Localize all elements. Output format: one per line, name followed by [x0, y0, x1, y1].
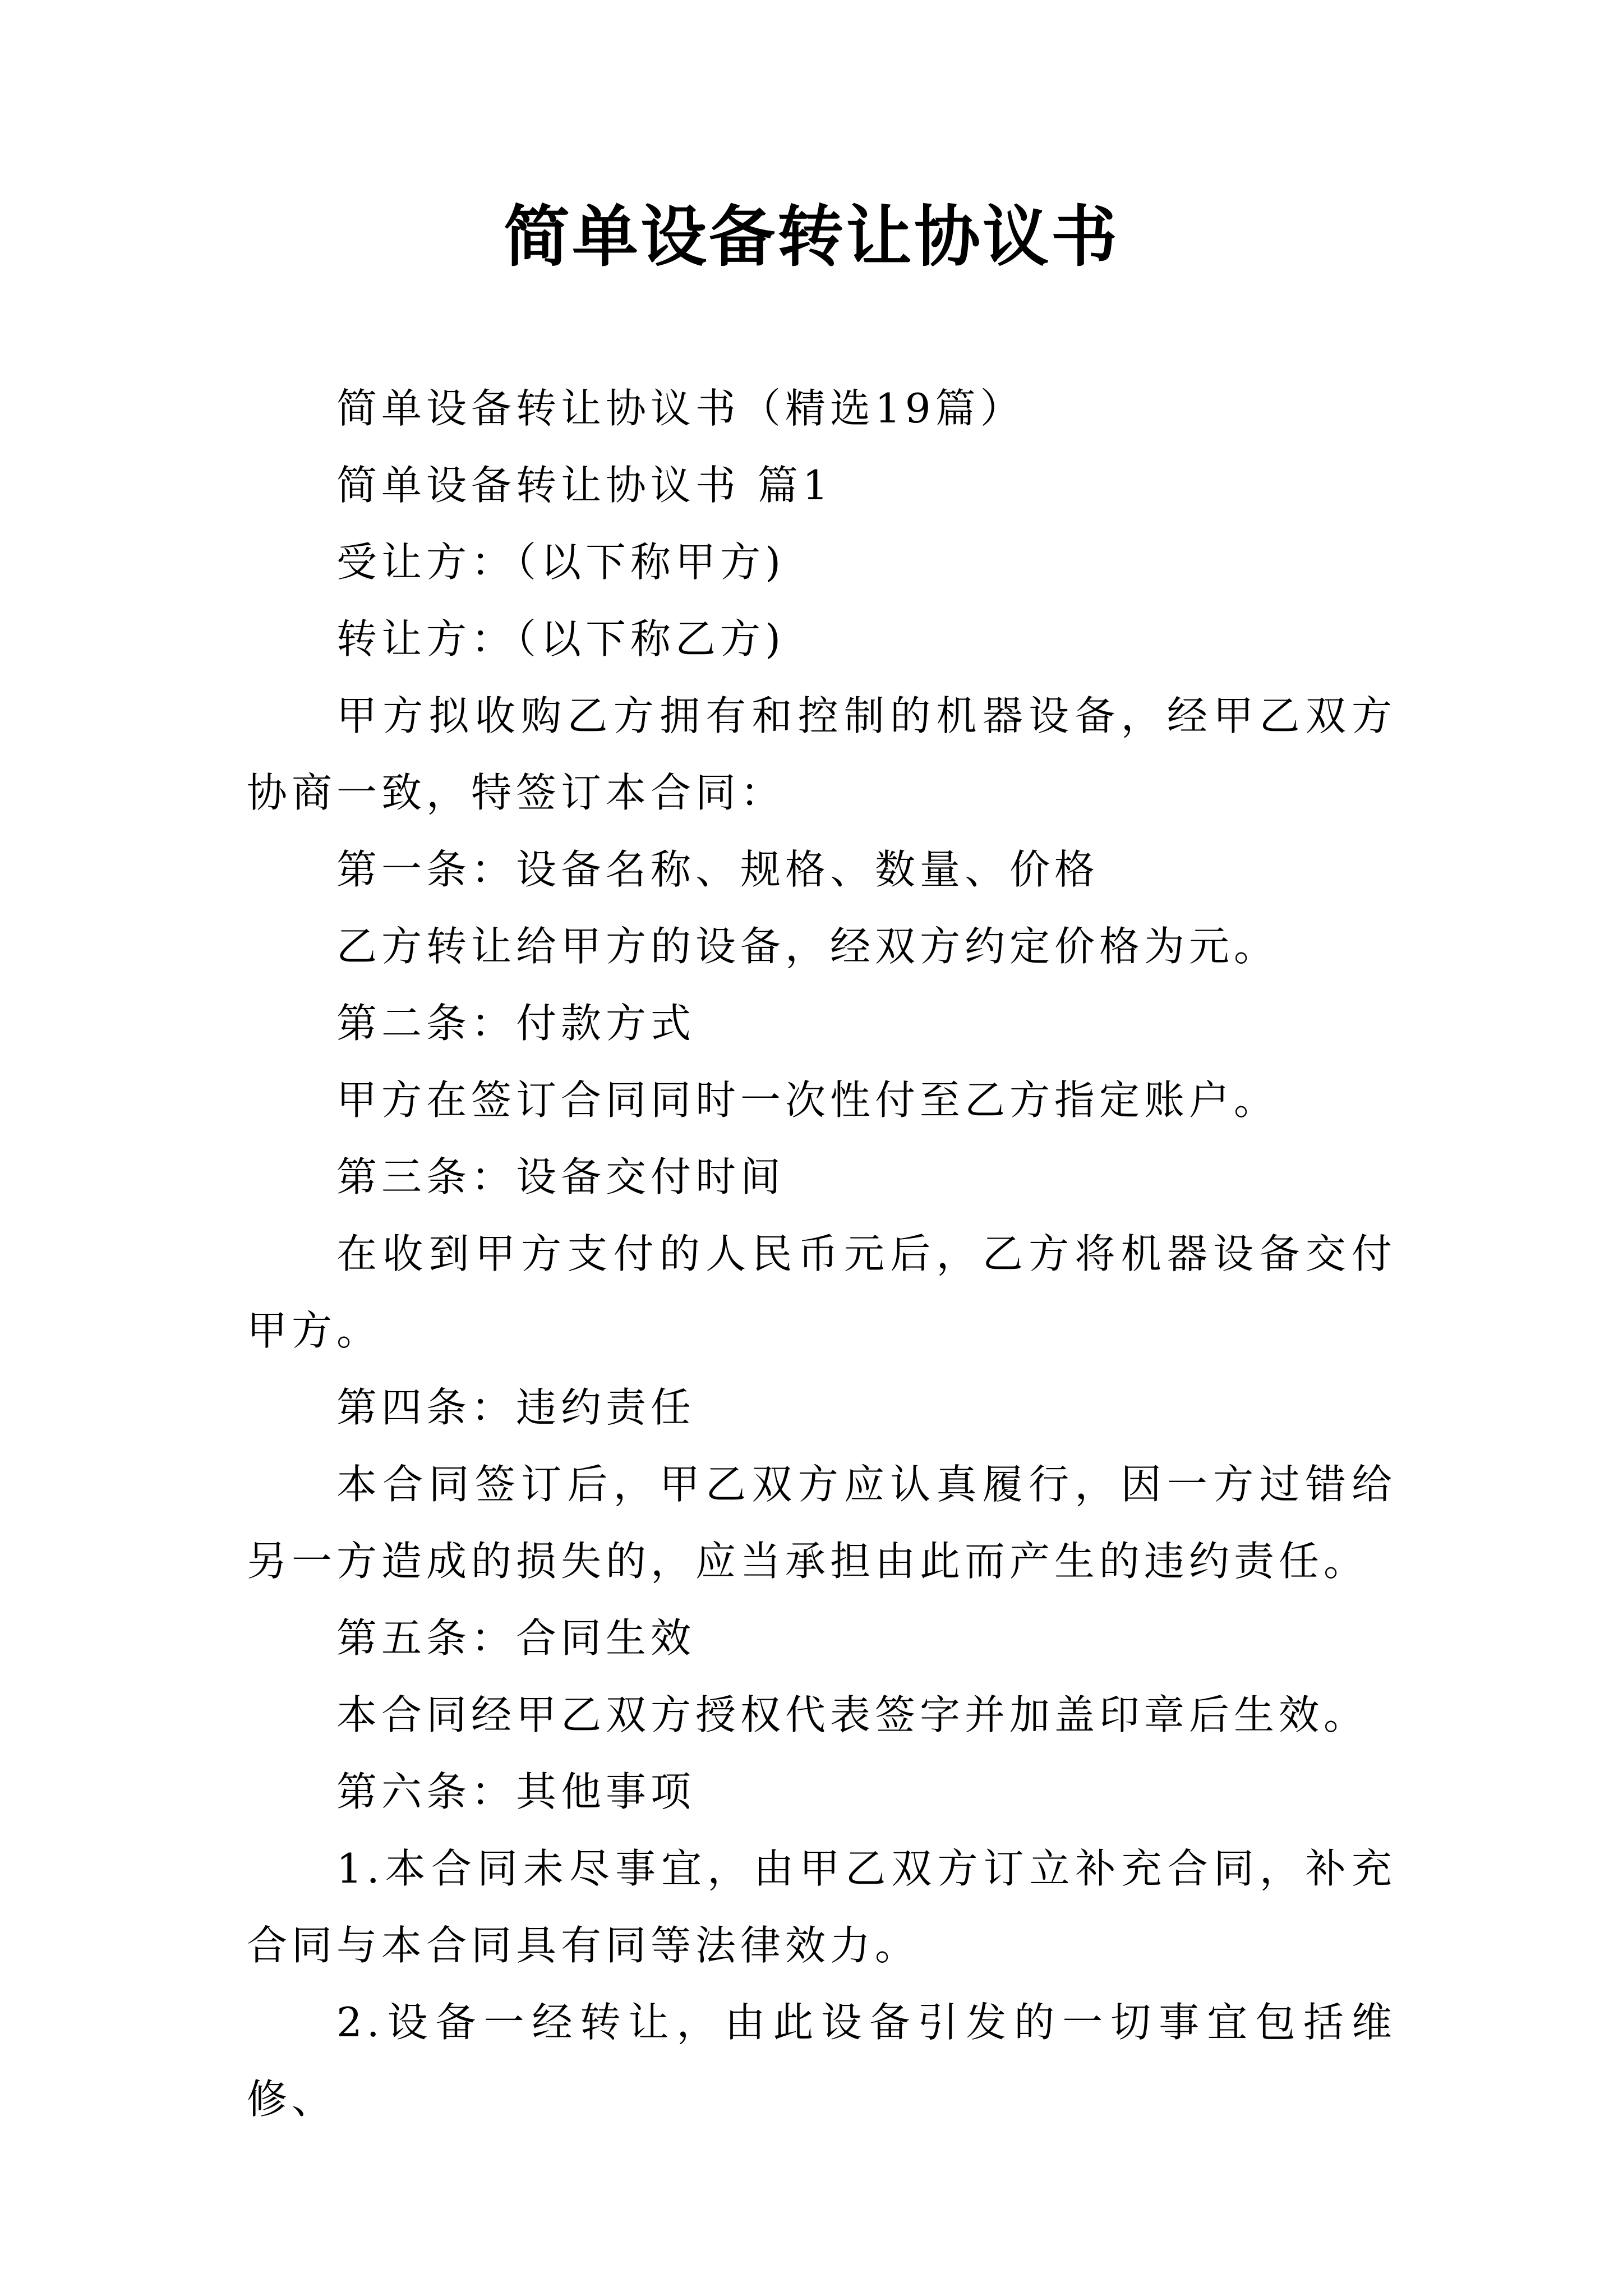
- document-body: [247, 370, 1396, 2138]
- clause-5-heading: 第五条：合同生效: [336, 1614, 696, 1662]
- clause-4-heading: 第四条：违约责任: [336, 1384, 696, 1431]
- clause-6-item-2: 2.设备一经转让，由此设备引发的一切事宜包括维修、: [247, 1999, 1396, 2123]
- clause-2-heading: 第二条：付款方式: [336, 1000, 696, 1047]
- paragraph-party-b: 转让方：（以下称乙方): [336, 615, 786, 662]
- clause-5-text: 本合同经甲乙双方授权代表签字并加盖印章后生效。: [336, 1691, 1369, 1738]
- paragraph-subtitle: 简单设备转让协议书（精选19篇）: [336, 385, 1025, 432]
- clause-1-text: 乙方转让给甲方的设备，经双方约定价格为元。: [336, 923, 1279, 970]
- clause-6-item-1: 1.本合同未尽事宜，由甲乙双方订立补充合同，补充合同与本合同具有同等法律效力。: [247, 1845, 1396, 1969]
- clause-1-heading: 第一条：设备名称、规格、数量、价格: [336, 846, 1100, 893]
- document-title: 简单设备转让协议书: [503, 197, 1119, 275]
- paragraph-section-heading: 简单设备转让协议书 篇1: [336, 462, 833, 509]
- paragraph-preamble: 甲方拟收购乙方拥有和控制的机器设备，经甲乙双方协商一致，特签订本合同：: [247, 692, 1396, 816]
- clause-4-text: 本合同签订后，甲乙双方应认真履行，因一方过错给另一方造成的损失的，应当承担由此而产生的违约责任。: [247, 1461, 1396, 1585]
- paragraph-party-a: 受让方：（以下称甲方): [336, 539, 786, 586]
- clause-2-text: 甲方在签订合同同时一次性付至乙方指定账户。: [336, 1076, 1279, 1124]
- clause-6-heading: 第六条：其他事项: [336, 1768, 696, 1815]
- clause-3-text: 在收到甲方支付的人民币元后，乙方将机器设备交付甲方。: [247, 1230, 1396, 1354]
- clause-3-heading: 第三条：设备交付时间: [336, 1153, 786, 1200]
